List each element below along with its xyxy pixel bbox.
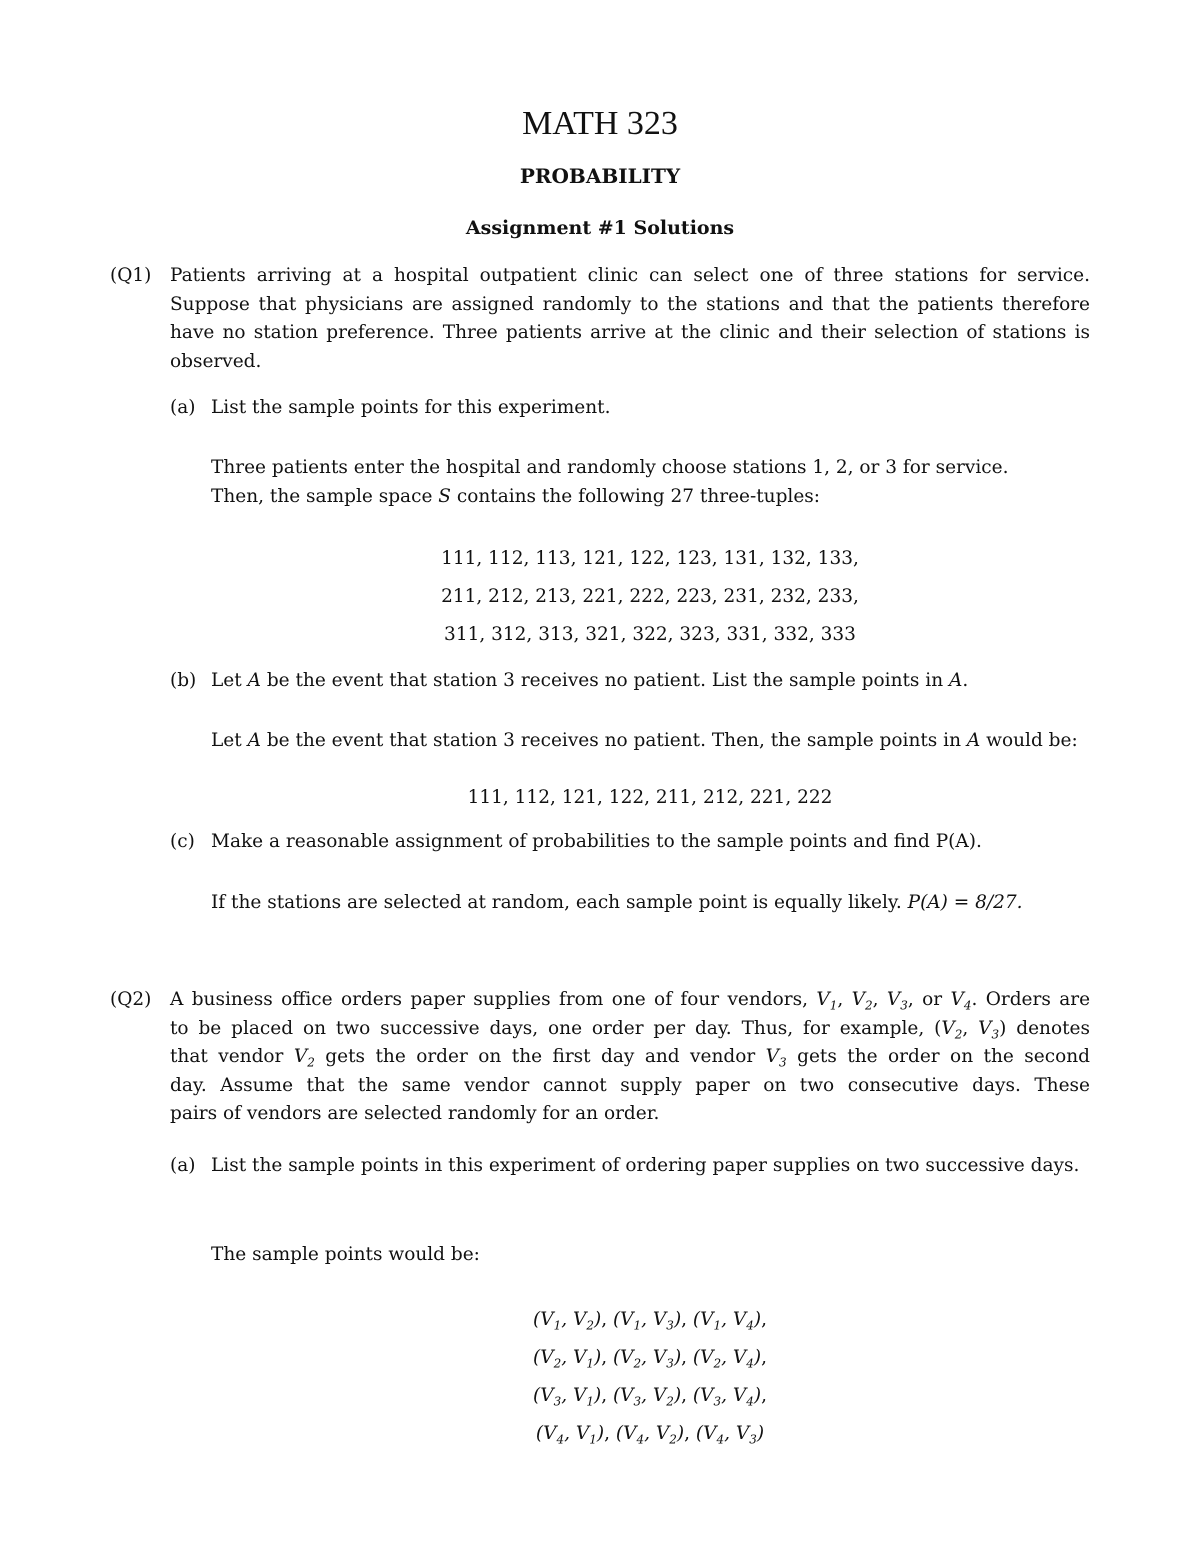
q1b-question xyxy=(211,667,1090,696)
q2a-question: List the sample points in this experiment of ordering paper supplies on two successive days. xyxy=(211,1155,1080,1176)
course-title: MATH 323 xyxy=(522,105,678,142)
q1c-answer-text: If the stations are selected at random, each sample point is equally likely. xyxy=(211,892,908,913)
vendor-pairs-row-3: ($V_3$, $V_1$), ($V_3$, $V_2$), ($V_3$, $V_4$), xyxy=(532,1385,768,1409)
q1a-label: (a) xyxy=(170,397,196,418)
sample-space-row-2: 211, 212, 213, 221, 222, 223, 231, 232, 233, xyxy=(441,586,859,607)
q1-label: (Q1) xyxy=(110,265,152,286)
sample-space-row-1: 111, 112, 113, 121, 122, 123, 131, 132, 133, xyxy=(441,548,859,569)
q1b-answer xyxy=(211,727,1090,756)
q2-text: A business office orders paper supplies from one of four vendors, $V_1$, $V_2$, $V_3$, or $V_4$. Orders are to be placed on two successive days, one order per day. Thus, for example, ($V_2$, $V_3$) denotes that vendor $V_2$ gets the order on the first day and vendor $V_3$ gets the order on the second day. Assume that the same vendor cannot supply paper on two consecutive days. These pairs of vendors are selected randomly for an order. xyxy=(170,989,1091,1125)
q1a-answer-text: contains the following 27 three-tuples: xyxy=(450,486,821,507)
q1b-question-text: Let xyxy=(211,670,248,691)
sample-space-row-3: 311, 312, 313, 321, 322, 323, 331, 332, 333 xyxy=(444,624,856,645)
q1b-answer-text: Let xyxy=(211,730,248,751)
event-a-points: 111, 112, 121, 122, 211, 212, 221, 222 xyxy=(467,787,833,808)
q1b-answer-text: would be: xyxy=(980,730,1078,751)
q1a-question: List the sample points for this experiment. xyxy=(211,397,611,418)
q2-label: (Q2) xyxy=(110,989,152,1010)
event-symbol: A xyxy=(966,730,981,751)
q1c-label: (c) xyxy=(170,831,195,852)
sample-space-symbol: S xyxy=(438,486,451,507)
q2a-label: (a) xyxy=(170,1155,196,1176)
q1b-question-text: . xyxy=(962,670,969,691)
q1c-answer xyxy=(211,889,1090,918)
vendor-pairs-row-2: ($V_2$, $V_1$), ($V_2$, $V_3$), ($V_2$, $V_4$), xyxy=(532,1347,768,1371)
q1a-answer-text: Then, the sample space xyxy=(211,486,439,507)
q1b-label: (b) xyxy=(170,670,197,691)
q1b-question-text: be the event that station 3 receives no patient. List the sample points in xyxy=(260,670,950,691)
vendor-pairs-row-4: ($V_4$, $V_1$), ($V_4$, $V_2$), ($V_4$, $V_3$) xyxy=(535,1423,765,1447)
q1b-answer-text: be the event that station 3 receives no patient. Then, the sample points in xyxy=(260,730,967,751)
course-subject: PROBABILITY xyxy=(519,164,681,188)
event-symbol: A xyxy=(949,670,963,691)
q1-text: Patients arriving at a hospital outpatient clinic can select one of three stations for service. Suppose that physicians are assigned randomly to the stations and that the patients therefore have no station preference. Three patients arrive at the clinic and their selection of stations is observed. xyxy=(170,265,1090,372)
event-symbol: A xyxy=(247,730,261,751)
q1a-answer-line2 xyxy=(211,483,1090,512)
q1c-question: Make a reasonable assignment of probabilities to the sample points and find P(A). xyxy=(211,831,982,852)
assignment-title: Assignment #1 Solutions xyxy=(465,217,735,239)
q2a-answer: The sample points would be: xyxy=(211,1244,480,1265)
event-symbol: A xyxy=(247,670,261,691)
probability-result: P(A) = 8/27. xyxy=(907,892,1023,913)
vendor-pairs-row-1: ($V_1$, $V_2$), ($V_1$, $V_3$), ($V_1$, $V_4$), xyxy=(532,1309,768,1333)
q1a-answer-line1: Three patients enter the hospital and randomly choose stations 1, 2, or 3 for service. xyxy=(211,457,1009,478)
